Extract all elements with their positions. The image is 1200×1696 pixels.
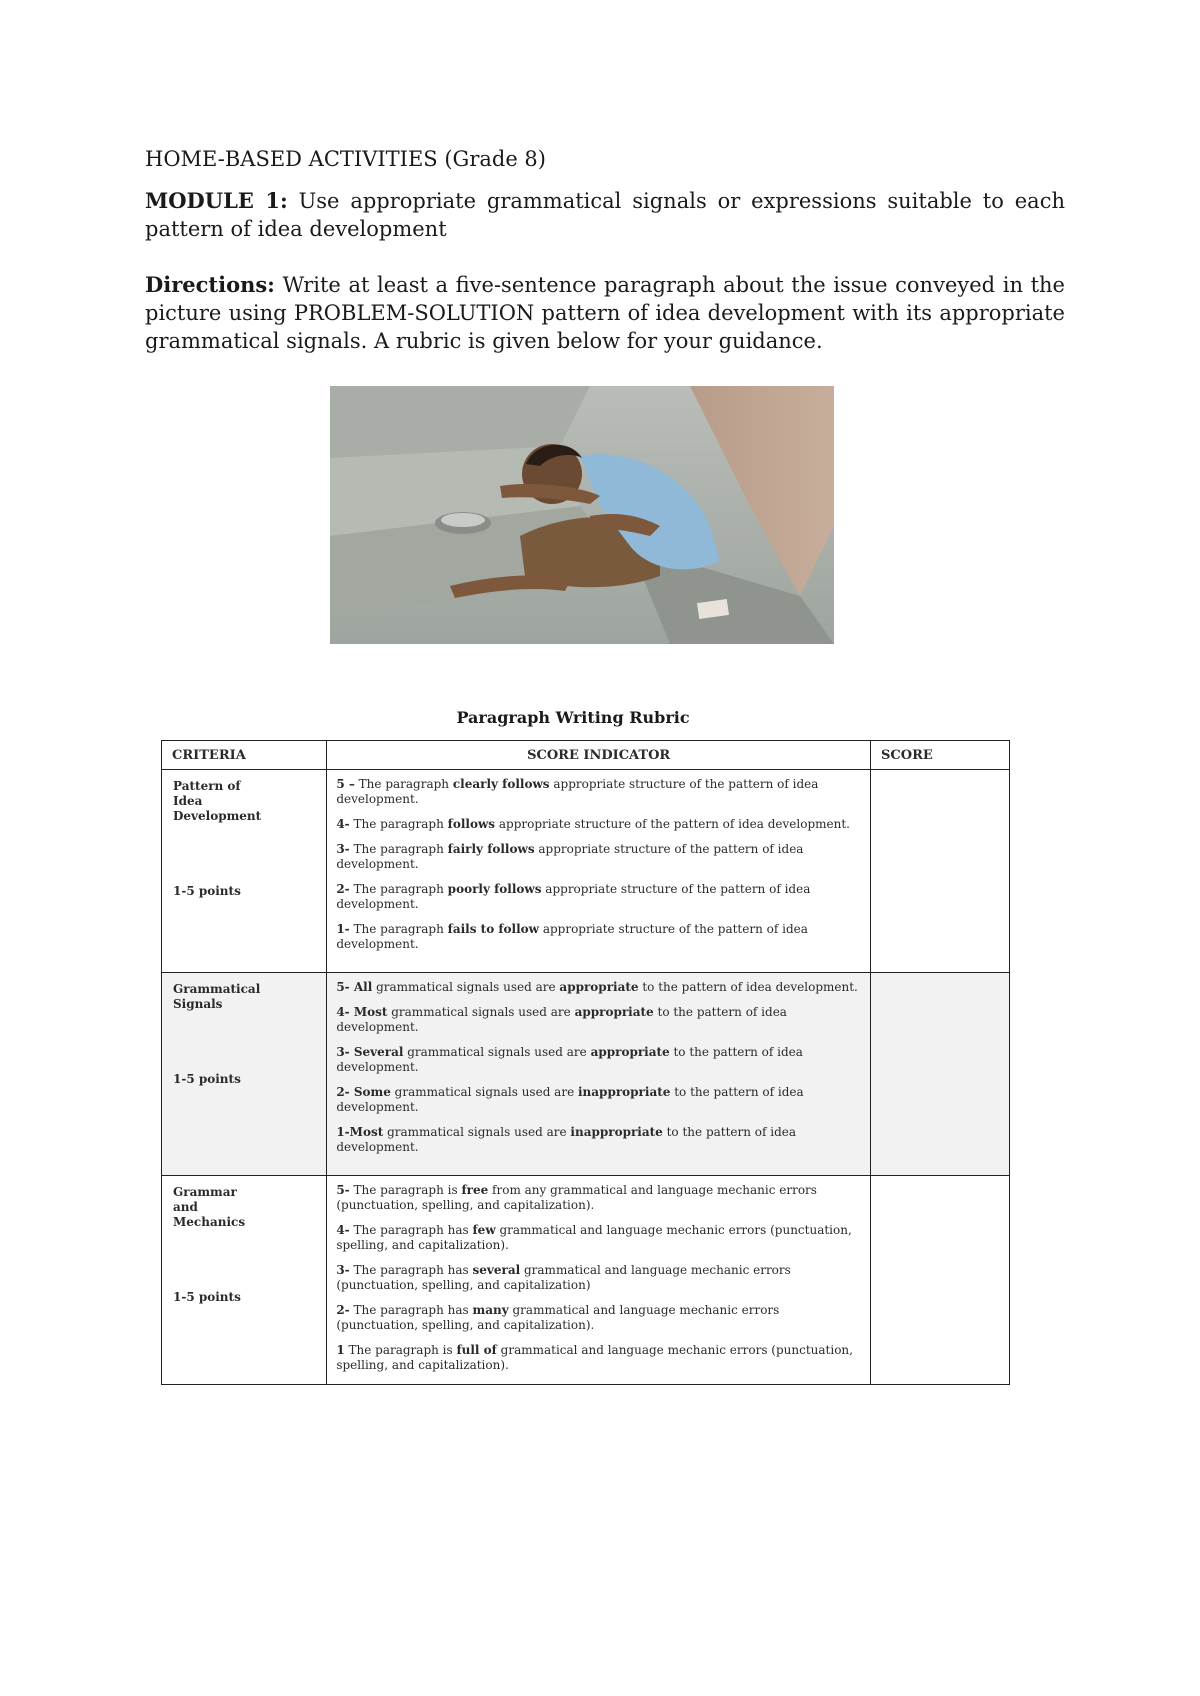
indicator-level: 4- bbox=[336, 817, 350, 831]
indicator-level: 1- bbox=[336, 922, 350, 936]
indicator-emphasis: inappropriate bbox=[578, 1085, 671, 1099]
score-indicator bbox=[336, 922, 861, 952]
indicator-level: 1 bbox=[336, 1343, 345, 1357]
header-score: SCORE bbox=[871, 741, 1010, 770]
indicator-text: The paragraph bbox=[349, 922, 448, 936]
score-indicator bbox=[336, 1005, 861, 1035]
indicator-cell bbox=[327, 1176, 871, 1385]
indicator-emphasis: full of bbox=[456, 1343, 497, 1357]
rubric-table bbox=[161, 740, 1010, 1385]
indicator-emphasis: appropriate bbox=[559, 980, 639, 994]
rubric-header-row bbox=[162, 741, 1010, 770]
indicator-emphasis: clearly follows bbox=[452, 777, 550, 791]
rubric-row bbox=[162, 973, 1010, 1176]
indicator-level: 5- bbox=[336, 1183, 350, 1197]
score-indicator bbox=[336, 1125, 861, 1155]
indicator-text: to the pattern of idea development. bbox=[336, 1045, 803, 1074]
indicator-text: The paragraph has bbox=[349, 1303, 473, 1317]
module-text: Use appropriate grammatical signals or expressions suitable to each pattern of idea development bbox=[145, 189, 1065, 241]
score-indicator bbox=[336, 1303, 861, 1333]
indicator-level: 2- Some bbox=[336, 1085, 391, 1099]
score-indicator bbox=[336, 1343, 861, 1373]
indicator-level: 2- bbox=[336, 882, 350, 896]
indicator-text: grammatical signals used are bbox=[383, 1125, 571, 1139]
criteria-name: Grammar and Mechanics bbox=[173, 1185, 246, 1229]
directions-label: Directions: bbox=[145, 272, 275, 297]
indicator-emphasis: fairly follows bbox=[447, 842, 535, 856]
indicator-text: grammatical signals used are bbox=[403, 1045, 591, 1059]
indicator-emphasis: few bbox=[472, 1223, 496, 1237]
indicator-text: from any grammatical and language mechanic errors (punctuation, spelling, and capitalization). bbox=[336, 1183, 817, 1212]
indicator-text: The paragraph bbox=[349, 842, 448, 856]
criteria-cell bbox=[162, 1176, 327, 1385]
score-indicator bbox=[336, 1263, 861, 1293]
rubric-title: Paragraph Writing Rubric bbox=[456, 708, 690, 727]
indicator-level: 3- bbox=[336, 1263, 350, 1277]
indicator-level: 1-Most bbox=[336, 1125, 384, 1139]
score-cell[interactable] bbox=[871, 770, 1010, 973]
score-indicator bbox=[336, 817, 861, 832]
header-criteria: CRITERIA bbox=[162, 741, 327, 770]
score-cell[interactable] bbox=[871, 1176, 1010, 1385]
score-indicator bbox=[336, 1085, 861, 1115]
indicator-emphasis: appropriate bbox=[574, 1005, 654, 1019]
indicator-text: to the pattern of idea development. bbox=[336, 1005, 787, 1034]
indicator-text: grammatical signals used are bbox=[372, 980, 560, 994]
indicator-text: grammatical signals used are bbox=[390, 1085, 578, 1099]
rubric-row bbox=[162, 770, 1010, 973]
indicator-text: to the pattern of idea development. bbox=[638, 980, 858, 994]
indicator-text: to the pattern of idea development. bbox=[336, 1125, 797, 1154]
rubric-body bbox=[162, 770, 1010, 1385]
criteria-cell bbox=[162, 770, 327, 973]
photo-child-sleeping-icon bbox=[330, 386, 834, 644]
module-label: MODULE 1: bbox=[145, 188, 288, 213]
indicator-emphasis: several bbox=[472, 1263, 521, 1277]
criteria-name: Grammatical Signals bbox=[173, 982, 261, 1011]
indicator-text: The paragraph has bbox=[349, 1223, 473, 1237]
indicator-level: 3- bbox=[336, 842, 350, 856]
criteria-points: 1-5 points bbox=[173, 884, 241, 898]
indicator-emphasis: appropriate bbox=[590, 1045, 670, 1059]
indicator-cell bbox=[327, 973, 871, 1176]
indicator-level: 5- All bbox=[336, 980, 373, 994]
indicator-emphasis: follows bbox=[447, 817, 496, 831]
indicator-text: appropriate structure of the pattern of idea development. bbox=[336, 842, 804, 871]
score-indicator bbox=[336, 777, 861, 807]
criteria-points: 1-5 points bbox=[173, 1290, 241, 1304]
indicator-level: 3- Several bbox=[336, 1045, 404, 1059]
indicator-text: grammatical signals used are bbox=[387, 1005, 575, 1019]
indicator-emphasis: inappropriate bbox=[570, 1125, 663, 1139]
score-indicator bbox=[336, 842, 861, 872]
indicator-text: appropriate structure of the pattern of idea development. bbox=[336, 922, 808, 951]
score-cell[interactable] bbox=[871, 973, 1010, 1176]
document-body bbox=[145, 145, 1065, 383]
indicator-text: appropriate structure of the pattern of idea development. bbox=[336, 882, 811, 911]
indicator-cell bbox=[327, 770, 871, 973]
indicator-level: 4- bbox=[336, 1223, 350, 1237]
indicator-text: grammatical and language mechanic errors (punctuation, spelling, and capitalization). bbox=[336, 1223, 852, 1252]
indicator-emphasis: poorly follows bbox=[447, 882, 542, 896]
indicator-text: The paragraph is bbox=[344, 1343, 457, 1357]
criteria-points: 1-5 points bbox=[173, 1072, 241, 1086]
indicator-emphasis: fails to follow bbox=[447, 922, 540, 936]
rubric-row bbox=[162, 1176, 1010, 1385]
indicator-text: to the pattern of idea development. bbox=[336, 1085, 804, 1114]
score-indicator bbox=[336, 1183, 861, 1213]
indicator-level: 5 – bbox=[336, 777, 355, 791]
indicator-text: The paragraph has bbox=[349, 1263, 473, 1277]
indicator-level: 2- bbox=[336, 1303, 350, 1317]
indicator-text: The paragraph bbox=[354, 777, 453, 791]
indicator-emphasis: free bbox=[461, 1183, 489, 1197]
score-indicator bbox=[336, 882, 861, 912]
indicator-emphasis: many bbox=[472, 1303, 509, 1317]
indicator-text: The paragraph is bbox=[349, 1183, 462, 1197]
directions-text: Write at least a five-sentence paragraph about the issue conveyed in the picture using PROBLEM-SOLUTION pattern of idea development with its appropriate grammatical signals. A rubric is given below for your guidance. bbox=[145, 273, 1065, 353]
indicator-text: appropriate structure of the pattern of idea development. bbox=[495, 817, 850, 831]
criteria-name: Pattern of Idea Development bbox=[173, 779, 262, 823]
indicator-text: The paragraph bbox=[349, 882, 448, 896]
score-indicator bbox=[336, 980, 861, 995]
header-score-indicator: SCORE INDICATOR bbox=[327, 741, 871, 770]
indicator-text: appropriate structure of the pattern of idea development. bbox=[336, 777, 819, 806]
page-title: HOME-BASED ACTIVITIES (Grade 8) bbox=[145, 147, 546, 171]
indicator-level: 4- Most bbox=[336, 1005, 388, 1019]
indicator-text: The paragraph bbox=[349, 817, 448, 831]
indicator-text: grammatical and language mechanic errors (punctuation, spelling, and capitalization). bbox=[336, 1343, 853, 1372]
directions bbox=[145, 271, 1065, 355]
score-indicator bbox=[336, 1223, 861, 1253]
module-statement bbox=[145, 187, 1065, 243]
indicator-text: grammatical and language mechanic errors (punctuation, spelling, and capitalization). bbox=[336, 1303, 780, 1332]
criteria-cell bbox=[162, 973, 327, 1176]
score-indicator bbox=[336, 1045, 861, 1075]
indicator-text: grammatical and language mechanic errors (punctuation, spelling, and capitalization) bbox=[336, 1263, 791, 1292]
